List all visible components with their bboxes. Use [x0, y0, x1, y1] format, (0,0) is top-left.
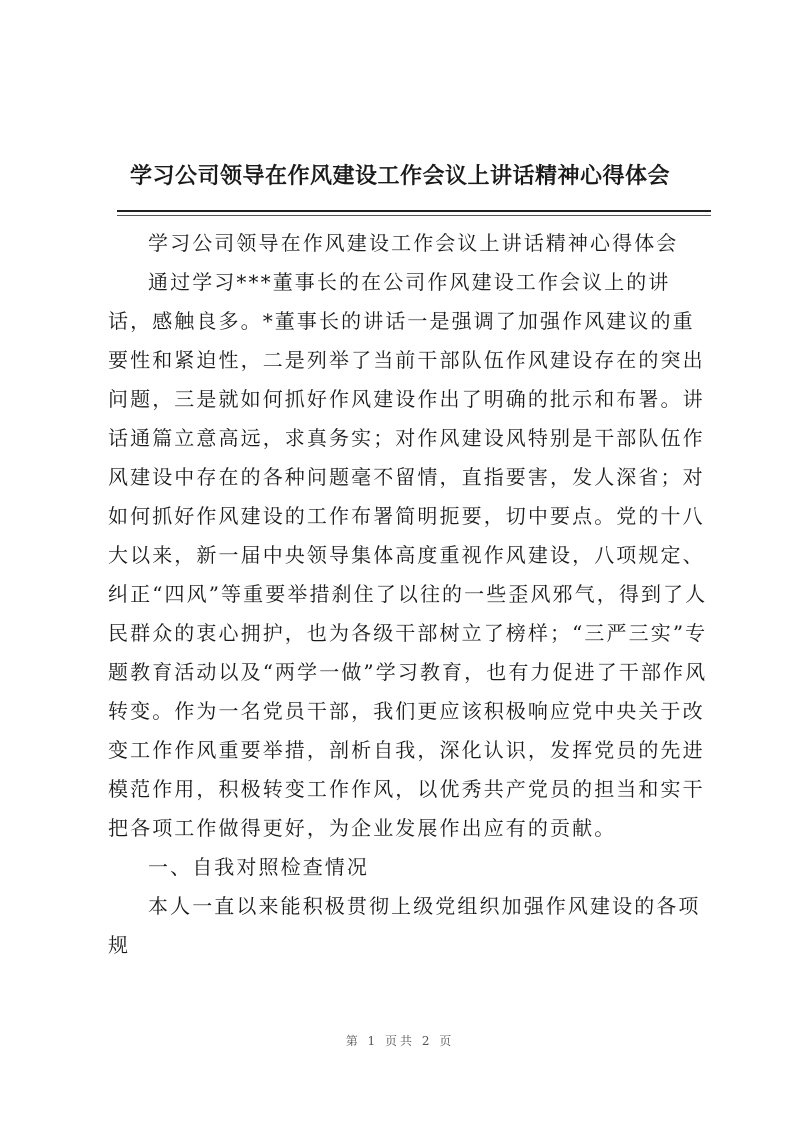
document-title: 学习公司领导在作风建设工作会议上讲话精神心得体会 [129, 164, 670, 189]
page-footer: 第 1 页共 2 页 [345, 1034, 455, 1048]
paragraph-main: 通过学习***董事长的在公司作风建设工作会议上的讲话，感触良多。*董事长的讲话一是强调了加强作风建议的重要性和紧迫性，二是列举了当前干部队伍作风建设存在的突出问题，三是就如何抓好作风建设作出了明确的批示和布署。讲话通篇立意高远，求真务实；对作风建设风特别是干部队伍作风建设中存在的各种问题毫不留情，直指要害，发人深省；对如何抓好作风建设的工作布署简明扼要，切中要点。党的十八大以来，新一届中央领导集体高度重视作风建设，八项规定、纠正“四风”等重要举措刹住了以往的一些歪风邪气，得到了人民群众的衷心拥护，也为各级干部树立了榜样；“三严三实”专题教育活动以及“两学一做”学习教育，也有力促进了干部作风转变。作为一名党员干部，我们更应该积极响应党中央关于改变工作作风重要举措，剖析自我，深化认识，发挥党员的先进模范作用，积极转变工作作风，以优秀共产党员的担当和实干把各项工作做得更好，为企业发展作出应有的贡献。 [108, 270, 708, 840]
paragraph-section-one: 本人一直以来能积极贯彻上级党组织加强作风建设的各项规 [108, 894, 701, 957]
section-heading-self-check: 一、自我对照检查情况 [148, 855, 369, 879]
title-divider-thick [117, 210, 711, 212]
document-body [108, 224, 712, 965]
paragraph-heading-repeat: 学习公司领导在作风建设工作会议上讲话精神心得体会 [148, 231, 679, 255]
title-divider-thin [117, 215, 711, 216]
